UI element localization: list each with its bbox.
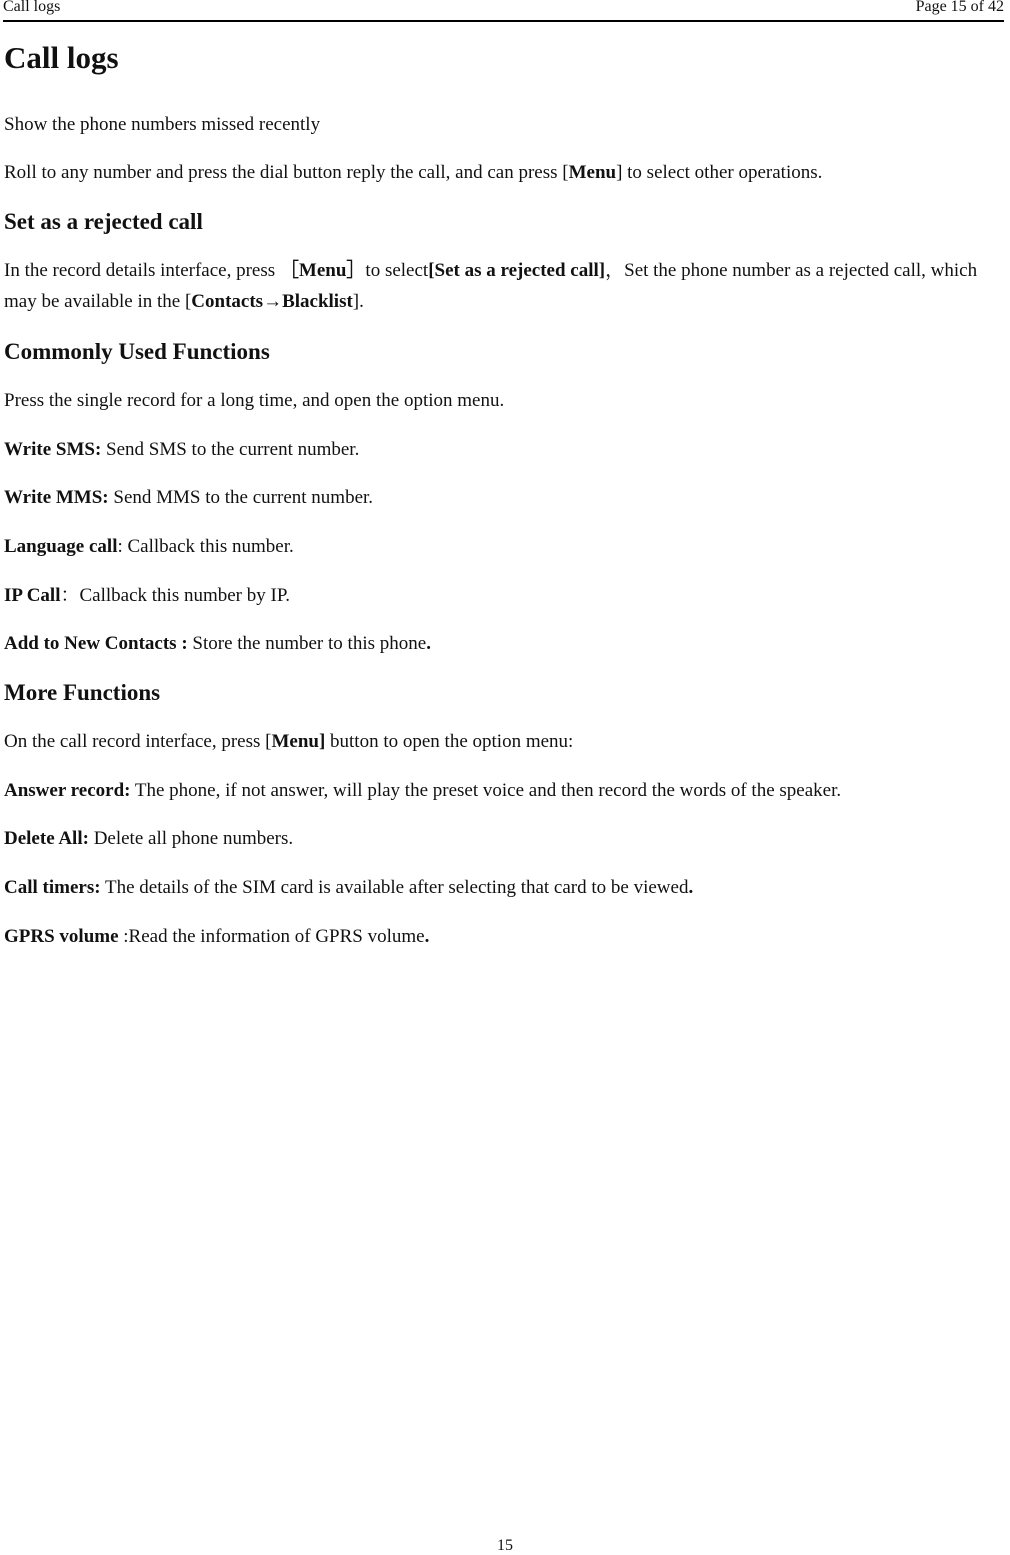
function-item-answer-record: Answer record: The phone, if not answer, will play the preset voice and then record the words of the speaker. [4, 780, 842, 801]
section-heading-common-functions: Commonly Used Functions [4, 339, 270, 364]
function-item-write-sms: Write SMS: Send SMS to the current number. [4, 439, 360, 460]
function-item-add-contacts: Add to New Contacts : Store the number to this phone. [4, 633, 431, 654]
function-item-write-mms: Write MMS: Send MMS to the current number. [4, 487, 374, 508]
function-item-language-call: Language call: Callback this number. [4, 536, 294, 557]
rejected-call-paragraph: In the record details interface, press ［Menu］to select[Set as a rejected call]，Set the phone number as a rejected call, which may be available in the [Contacts→Blacklist]. [4, 260, 978, 312]
running-header [3, 0, 1004, 22]
function-item-gprs-volume: GPRS volume :Read the information of GPRS volume. [4, 926, 430, 947]
function-item-delete-all: Delete All: Delete all phone numbers. [4, 828, 294, 849]
section-heading-rejected-call: Set as a rejected call [4, 209, 203, 234]
menu-key-label: Menu [568, 162, 617, 183]
section-heading-more-functions: More Functions [4, 680, 161, 705]
intro-missed-calls: Show the phone numbers missed recently [4, 114, 321, 135]
intro-operations: Roll to any number and press the dial button reply the call, and can press [Menu] to select other operations. [4, 162, 823, 183]
page-title: Call logs [4, 40, 119, 75]
header-page-indicator: Page 15 of 42 [915, 0, 1004, 15]
common-functions-intro: Press the single record for a long time, and open the option menu. [4, 390, 505, 411]
function-item-ip-call: IP Call：Callback this number by IP. [4, 585, 291, 606]
header-section-title: Call logs [3, 0, 61, 15]
function-item-call-timers: Call timers: The details of the SIM card is available after selecting that card to be viewed. [4, 877, 694, 898]
page-number: 15 [497, 1537, 513, 1554]
more-functions-intro: On the call record interface, press [Menu] button to open the option menu: [4, 731, 574, 752]
